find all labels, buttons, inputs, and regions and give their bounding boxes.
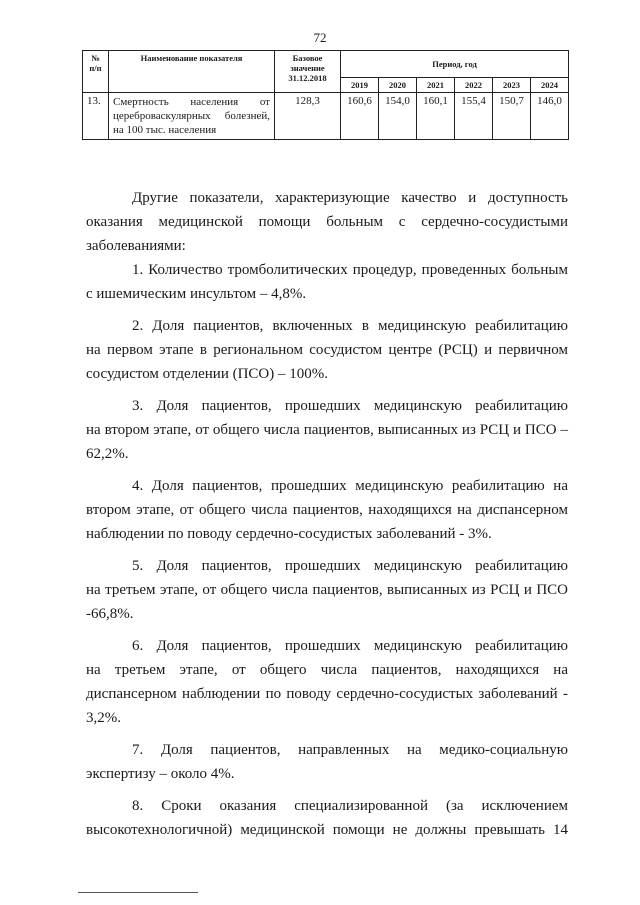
row-value: 150,7 bbox=[493, 93, 531, 140]
header-year: 2023 bbox=[493, 78, 531, 93]
indicator-table bbox=[82, 50, 569, 140]
list-item-continuation: втором этапе, от общего числа пациентов, находящихся на диспансерном наблюдении по поводу сердечно-сосудистых заболеваний - 3%. bbox=[86, 502, 568, 542]
list-item bbox=[86, 794, 568, 842]
table-header-row bbox=[83, 51, 569, 78]
header-year: 2024 bbox=[531, 78, 569, 93]
row-value: 154,0 bbox=[379, 93, 417, 140]
list-item-continuation: на третьем этапе, от общего числа пациентов, находящихся на диспансерном наблюдении по поводу сердечно-сосудистых заболеваний - 3,2%. bbox=[86, 662, 568, 726]
row-base-value: 128,3 bbox=[275, 93, 341, 140]
intro-line: Другие показатели, характеризующие качество и доступность bbox=[132, 190, 568, 206]
row-value: 146,0 bbox=[531, 93, 569, 140]
list-item bbox=[86, 314, 568, 386]
list-item bbox=[86, 258, 568, 306]
header-year: 2020 bbox=[379, 78, 417, 93]
item-list bbox=[86, 258, 568, 842]
header-year: 2021 bbox=[417, 78, 455, 93]
body-text bbox=[86, 186, 568, 258]
list-item bbox=[86, 394, 568, 466]
list-item-continuation: высокотехнологичной) медицинской помощи не должны превышать 14 bbox=[86, 822, 568, 838]
row-value: 160,1 bbox=[417, 93, 455, 140]
row-name: Смертность населения от цереброваскулярных болезней, на 100 тыс. населения bbox=[109, 93, 275, 140]
header-year: 2022 bbox=[455, 78, 493, 93]
table-row bbox=[83, 93, 569, 140]
list-item-continuation: на первом этапе в региональном сосудистом центре (РСЦ) и первичном сосудистом отделении (ПСО) – 100%. bbox=[86, 342, 568, 382]
list-item-first-line: 2. Доля пациентов, включенных в медицинскую реабилитацию bbox=[132, 318, 568, 334]
header-num: № п/п bbox=[83, 51, 109, 93]
list-item-first-line: 3. Доля пациентов, прошедших медицинскую реабилитацию bbox=[132, 398, 568, 414]
intro-continuation: оказания медицинской помощи больным с сердечно-сосудистыми заболеваниями: bbox=[86, 214, 568, 254]
list-item-first-line: 4. Доля пациентов, прошедших медицинскую реабилитацию на bbox=[132, 478, 568, 494]
header-year: 2019 bbox=[341, 78, 379, 93]
list-item bbox=[86, 554, 568, 626]
row-value: 155,4 bbox=[455, 93, 493, 140]
header-name: Наименование показателя bbox=[109, 51, 275, 93]
row-num: 13. bbox=[83, 93, 109, 140]
list-item-first-line: 8. Сроки оказания специализированной (за исключением bbox=[132, 798, 568, 814]
header-period: Период, год bbox=[341, 51, 569, 78]
list-item-continuation: с ишемическим инсультом – 4,8%. bbox=[86, 286, 307, 302]
list-item bbox=[86, 738, 568, 786]
list-item-first-line: 7. Доля пациентов, направленных на медико-социальную bbox=[132, 742, 568, 758]
list-item-continuation: экспертизу – около 4%. bbox=[86, 766, 235, 782]
intro-paragraph bbox=[86, 186, 568, 258]
row-value: 160,6 bbox=[341, 93, 379, 140]
list-item bbox=[86, 474, 568, 546]
footnote-divider bbox=[78, 892, 198, 893]
page-number: 72 bbox=[313, 30, 327, 45]
list-item bbox=[86, 634, 568, 730]
list-item-first-line: 1. Количество тромболитических процедур, проведенных больным bbox=[132, 262, 568, 278]
list-item-continuation: на третьем этапе, от общего числа пациентов, выписанных из РСЦ и ПСО -66,8%. bbox=[86, 582, 568, 622]
list-item-continuation: на втором этапе, от общего числа пациентов, выписанных из РСЦ и ПСО – 62,2%. bbox=[86, 422, 568, 462]
list-item-first-line: 6. Доля пациентов, прошедших медицинскую реабилитацию bbox=[132, 638, 568, 654]
list-item-first-line: 5. Доля пациентов, прошедших медицинскую реабилитацию bbox=[132, 558, 568, 574]
header-base: Базовое значение 31.12.2018 bbox=[275, 51, 341, 93]
